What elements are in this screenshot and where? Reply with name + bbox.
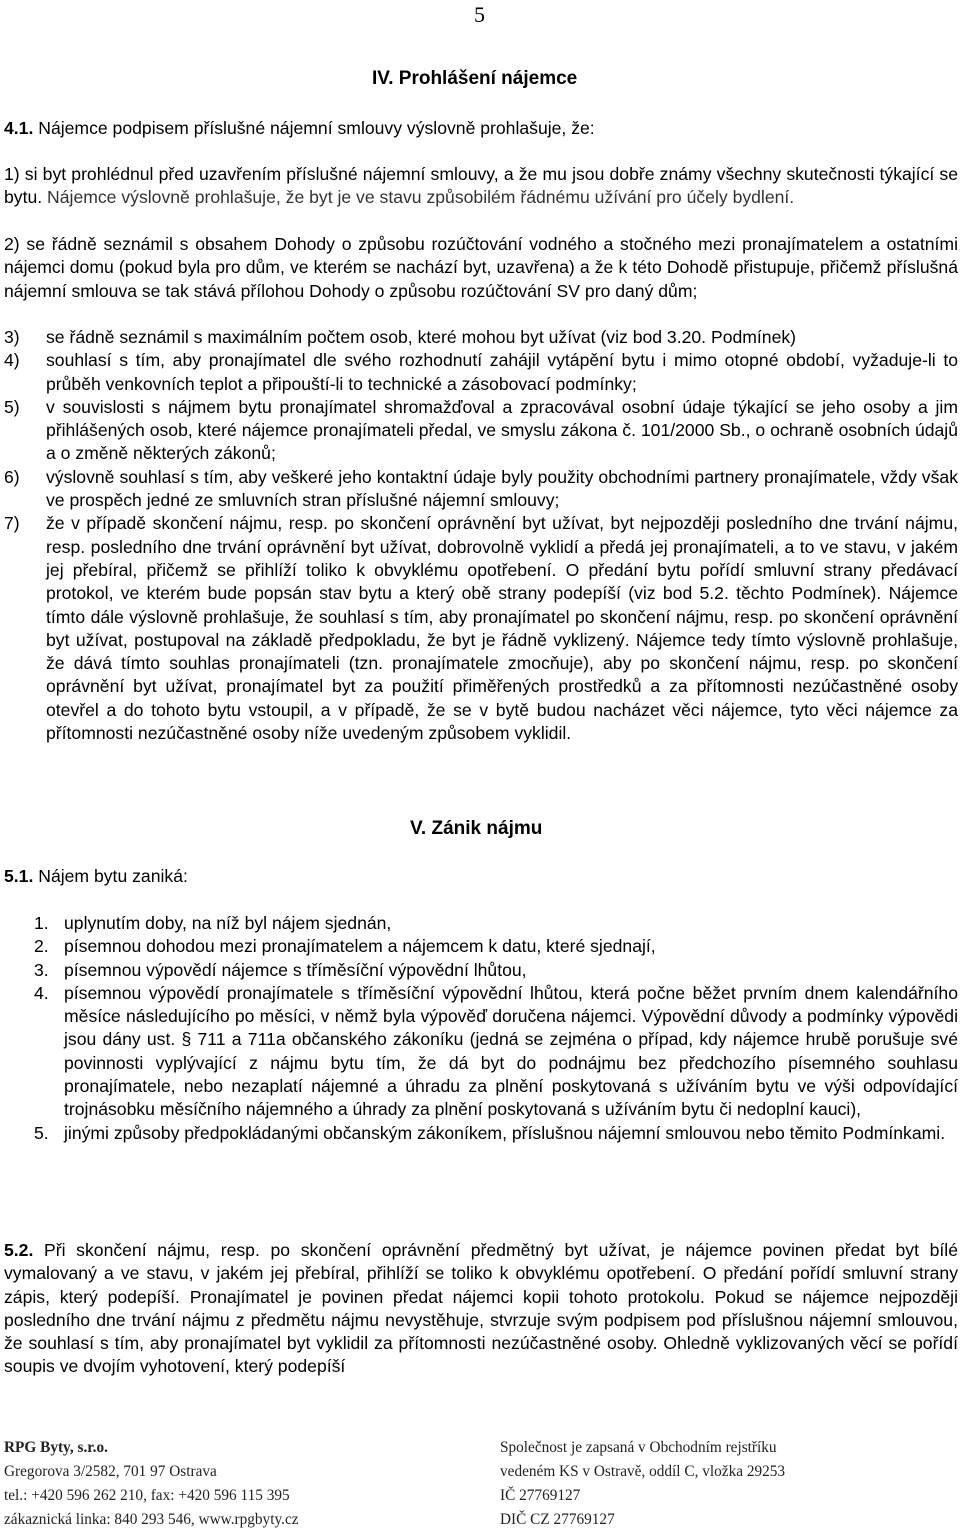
footer-registry-note: Společnost je zapsaná v Obchodním rejstříku (500, 1439, 777, 1456)
paragraph-5-1-number: 5.1. (4, 866, 34, 886)
list-item-number: 1. (34, 913, 49, 933)
list-item-text: uplynutím doby, na níž byl nájem sjednán, (64, 913, 392, 933)
declaration-item-5 (4, 396, 958, 466)
list-item-number: 2. (34, 936, 49, 957)
list-item (4, 912, 958, 935)
list-item-number: 3. (34, 959, 49, 980)
declaration-item-1-text: 1) si byt prohlédnul před uzavřením příslušné nájemní smlouvy, a že mu jsou dobře známy všechny skutečnosti týkající se bytu. (4, 164, 958, 208)
list-item-text: jinými způsoby předpokládanými občanským zákoníkem, příslušnou nájemní smlouvou nebo těmito Podmínkami. (64, 1122, 946, 1143)
footer-hotline-web: zákaznická linka: 840 293 546, www.rpgbyty.cz (4, 1511, 299, 1528)
item-text: v souvislosti s nájmem bytu pronajímatel shromažďoval a zpracovával osobní údaje týkající se jeho osoby a jim přihlášených osob, které nájemce pronajímateli předal, ve smyslu zákona č. 101/2000 Sb., o ochraně osobních údajů a o změně některých zákonů; (46, 396, 958, 464)
footer-address: Gregorova 3/2582, 701 97 Ostrava (4, 1463, 217, 1480)
paragraph-4-1-number: 4.1. (4, 118, 34, 138)
paragraph-5-1 (4, 865, 958, 888)
paragraph-5-2 (4, 1239, 958, 1379)
list-item (4, 982, 958, 1122)
declaration-item-1-continuation: Nájemce výslovně prohlašuje, že byt je ve stavu způsobilém řádnému užívání pro účely bydlení. (42, 187, 795, 208)
footer-registry-court: vedeném KS v Ostravě, oddíl C, vložka 29253 (500, 1463, 786, 1480)
list-item-number: 5. (34, 1122, 49, 1143)
item-number: 3) (4, 327, 20, 347)
paragraph-4-1 (4, 117, 958, 140)
footer-phone-fax: tel.: +420 596 262 210, fax: +420 596 115 395 (4, 1487, 290, 1504)
paragraph-5-2-text: Při skončení nájmu, resp. po skončení oprávnění předmětný byt užívat, je nájemce povinen předat byt bílé vymalovaný a ve stavu, v jakém jej přebíral, přihlíží se toliko k obvyklému opotřebení. O předání pořídí smluvní strany zápis, který podepíší. Pronajímatel je povinen předat nájemci kopii tohoto protokolu. Pokud se nájemce nejpozději posledního dne trvání nájmu z předmětu nájmu nevystěhuje, stvrzuje svým podpisem pod příslušnou nájemní smlouvou, že souhlasí s tím, aby pronajímatel byt vyklidil za přítomnosti nezúčastněné osoby. Ohledně vyklizovaných věcí se pořídí soupis ve dvojím vyhotovení, který podepíší (4, 1240, 958, 1377)
section-4-heading: IV. Prohlášení nájemce (372, 68, 578, 89)
page-number: 5 (474, 2, 485, 27)
declaration-item-1 (4, 163, 958, 210)
list-item-text: písemnou výpovědí pronajímatele s tříměsíční výpovědní lhůtou, která počne běžet prvním dnem kalendářního měsíce následujícího po měsíci, v němž byla výpověď doručena nájemci. Výpovědní důvody a podmínky výpovědi jsou dány ust. § 711 a 711a občanského zákoníku (jedná se zejména o případ, kdy nájemce hrubě porušuje své povinnosti vyplývající z nájmu bytu tím, že dá byt do podnájmu bez předchozího písemného souhlasu pronajímatele, nebo nezaplatí nájemné a úhradu za plnění poskytovaná s užíváním bytu ve výši odpovídající trojnásobku měsíčního nájemného a úhrady za plnění poskytovaná s užíváním bytu či nedoplní kauci), (64, 982, 958, 1120)
declaration-item-2: 2) se řádně seznámil s obsahem Dohody o způsobu rozúčtování vodného a stočného mezi pronajímatelem a ostatními nájemci domu (pokud byla pro dům, ve kterém se nachází byt, uzavřena) a že k této Dohodě přistupuje, přičemž příslušná nájemní smlouva se tak stává přílohou Dohody o způsobu rozúčtování SV pro daný dům; (4, 234, 958, 301)
declaration-item-4 (4, 349, 958, 396)
paragraph-5-2-number: 5.2. (4, 1240, 34, 1260)
footer-registration (500, 1436, 785, 1532)
item-text: že v případě skončení nájmu, resp. po skončení oprávnění byt užívat, byt nejpozději posledního dne trvání nájmu, resp. posledního dne trvání oprávnění byt užívat, dobrovolně vyklidí a předá jej pronajímateli, a to ve stavu, v jakém jej přebíral, přičemž se přihlíží toliko k obvyklému opotřebení. O předání bytu pořídí smluvní strany předávací protokol, ve kterém bude popsán stav bytu a který obě strany podepíší (viz bod 5.2. těchto Podmínek). Nájemce tímto dále výslovně prohlašuje, že souhlasí s tím, aby pronajímatel po skončení nájmu, resp. po skončení oprávnění byt užívat, postupoval na základě předpokladu, že byt je řádně vyklizený. Nájemce tedy tímto výslovně prohlašuje, že dává tímto souhlas pronajímateli (tzn. pronajímatele zmocňuje), aby po skončení nájmu, resp. po skončení oprávnění byt užívat, pronajímatel byt za použití přiměřených prostředků a za přítomnosti nezúčastněné osoby otevřel a do tohoto bytu vstoupil, a v případě, že se v bytě budou nacházet věci nájemce, tyto věci nájemce za přítomnosti nezúčastněné osoby níže uvedeným způsobem vyklidil. (46, 513, 958, 744)
footer-vat-id: DIČ CZ 27769127 (500, 1511, 615, 1528)
termination-list (4, 912, 958, 1145)
list-item-text: písemnou dohodou mezi pronajímatelem a nájemcem k datu, které sjednají, (64, 936, 656, 957)
declaration-item-6 (4, 466, 958, 513)
declaration-item-7 (4, 512, 958, 745)
list-item (4, 959, 958, 982)
item-text: výslovně souhlasí s tím, aby veškeré jeho kontaktní údaje byly použity obchodními partnery pronajímatele, vždy však ve prospěch jedné ze smluvních stran příslušné nájemní smlouvy; (46, 466, 958, 511)
footer-company-name: RPG Byty, s.r.o. (4, 1439, 108, 1456)
item-number: 5) (4, 396, 20, 417)
declaration-item-3 (4, 326, 958, 349)
list-item-number: 4. (34, 982, 49, 1003)
item-number: 4) (4, 350, 20, 371)
list-item (4, 935, 958, 958)
paragraph-5-1-text: Nájem bytu zaniká: (33, 866, 188, 886)
footer-company-contact (4, 1436, 299, 1532)
list-item (4, 1122, 958, 1145)
paragraph-4-1-text: Nájemce podpisem příslušné nájemní smlouvy výslovně prohlašuje, že: (33, 118, 595, 138)
item-text: souhlasí s tím, aby pronajímatel dle svého rozhodnutí zahájil vytápění bytu i mimo otopné období, vyžaduje-li to průběh venkovních teplot a připouští-li to technické a zásobovací podmínky; (46, 350, 958, 394)
item-number: 6) (4, 466, 20, 487)
declaration-list (4, 326, 958, 745)
item-text: se řádně seznámil s maximálním počtem osob, které mohou byt užívat (viz bod 3.20. Podmínek) (46, 327, 797, 347)
footer-company-id: IČ 27769127 (500, 1487, 581, 1504)
list-item-text: písemnou výpovědí nájemce s tříměsíční výpovědní lhůtou, (64, 959, 527, 980)
section-5-heading: V. Zánik nájmu (410, 818, 543, 839)
item-number: 7) (4, 513, 20, 534)
